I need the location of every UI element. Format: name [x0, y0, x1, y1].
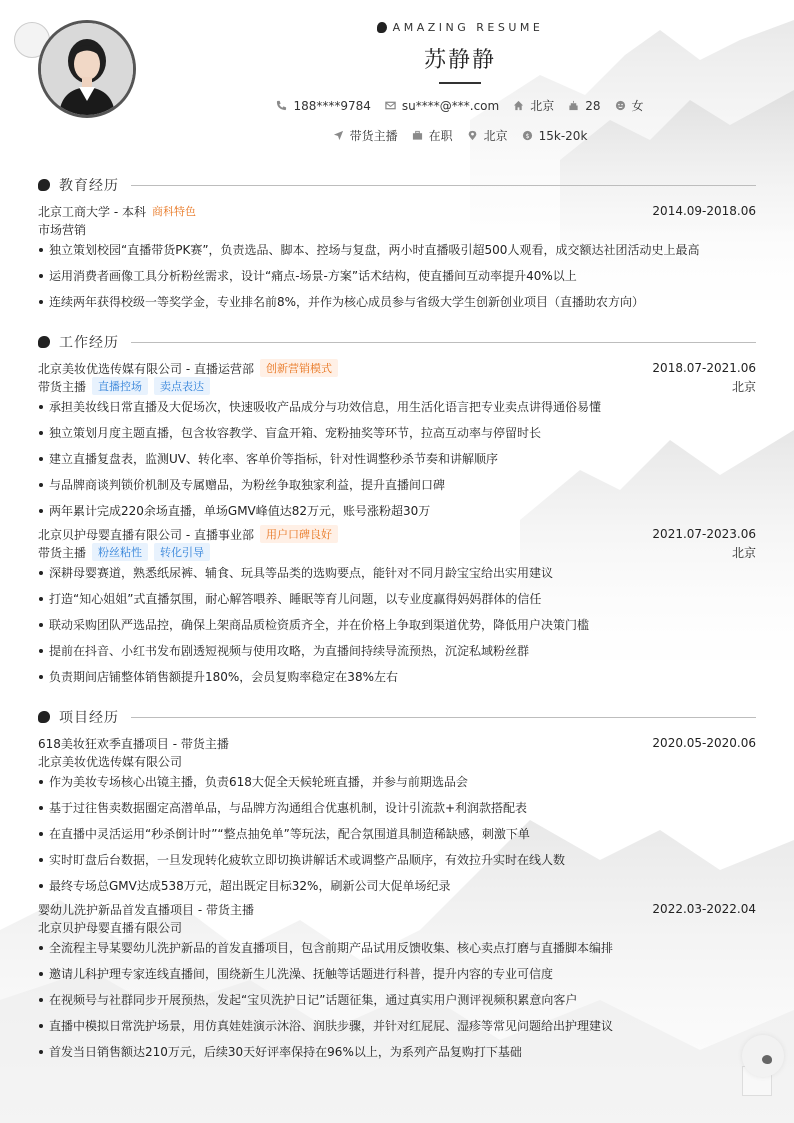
- home-icon: [513, 100, 524, 111]
- list-item: 打造“知心姐姐”式直播氛围，耐心解答喂养、睡眠等育儿问题，以专业度赢得妈妈群体的信任: [38, 589, 756, 615]
- list-item: 作为美妆专场核心出镜主播，负责618大促全天候轮班直播，并参与前期选品会: [38, 772, 756, 798]
- send-icon: [333, 130, 344, 141]
- list-item: 与品牌商谈判锁价机制及专属赠品，为粉丝争取独家利益，提升直播间口碑: [38, 475, 756, 501]
- ink-blot-icon: [38, 711, 50, 723]
- company-tag: 创新营销模式: [260, 359, 338, 377]
- resume-header: [250, 18, 670, 144]
- major: 市场营销: [38, 222, 87, 237]
- list-item: 承担美妆线日常直播及大促场次，快速吸收产品成分与功效信息，用生活化语言把专业卖点讲得通俗易懂: [38, 397, 756, 423]
- ink-blot-icon: [38, 336, 50, 348]
- work-bullets: [38, 563, 756, 693]
- list-item: 在直播中灵活运用“秒杀倒计时”“整点抽免单”等玩法，配合氛围道具制造稀缺感，刺激下单: [38, 824, 756, 850]
- school-name: 北京工商大学 - 本科: [38, 204, 146, 219]
- ink-drop-icon: [762, 1055, 772, 1064]
- contact-gender: 女: [615, 97, 644, 114]
- avatar-portrait: [41, 23, 133, 115]
- intent-salary: $ 15k-20k: [522, 129, 588, 143]
- work-location: 北京: [731, 545, 756, 560]
- project-entry: [38, 734, 756, 902]
- section-divider: [131, 185, 756, 186]
- list-item: 运用消费者画像工具分析粉丝需求，设计“痛点-场景-方案”话术结构，使直播间互动率提升40%以上: [38, 266, 756, 292]
- project-org: 北京贝护母婴直播有限公司: [38, 920, 183, 935]
- list-item: 邀请儿科护理专家连线直播间，围绕新生儿洗澡、抚触等话题进行科普，提升内容的专业可信度: [38, 964, 756, 990]
- project-date: 2020.05-2020.06: [652, 736, 756, 750]
- section-work-header: [38, 332, 756, 352]
- ink-drop-icon: [377, 22, 387, 33]
- section-divider: [131, 717, 756, 718]
- list-item: 在视频号与社群同步开展预热，发起“宝贝洗护日记”话题征集，通过真实用户测评视频积累意向客户: [38, 990, 756, 1016]
- company-tag: 用户口碑良好: [260, 525, 338, 543]
- skill-tag: 粉丝粘性: [92, 543, 148, 561]
- svg-text:$: $: [525, 131, 530, 140]
- skill-tag: 转化引导: [154, 543, 210, 561]
- project-org: 北京美妆优选传媒有限公司: [38, 754, 183, 769]
- job-role: 带货主播: [38, 379, 87, 394]
- education-tag: 商科特色: [151, 205, 196, 218]
- ink-seal-badge: [742, 1035, 784, 1077]
- section-education-header: [38, 175, 756, 195]
- brand-line: [377, 21, 544, 34]
- intent-status: 在职: [412, 127, 453, 144]
- list-item: 负责期间店铺整体销售额提升180%，会员复购率稳定在38%左右: [38, 667, 756, 693]
- work-entry: [38, 525, 756, 693]
- project-name: 618美妆狂欢季直播项目 - 带货主播: [38, 736, 229, 751]
- list-item: 最终专场总GMV达成538万元，超出既定目标32%，刷新公司大促单场纪录: [38, 876, 756, 902]
- education-date: 2014.09-2018.06: [652, 204, 756, 218]
- section-title: 工作经历: [59, 335, 119, 351]
- skill-tag: 卖点表达: [154, 377, 210, 395]
- list-item: 实时盯盘后台数据，一旦发现转化疲软立即切换讲解话术或调整产品顺序，有效拉升实时在线人数: [38, 850, 756, 876]
- project-date: 2022.03-2022.04: [652, 902, 756, 916]
- company-name: 北京美妆优选传媒有限公司 - 直播运营部: [38, 361, 254, 376]
- location-icon: [467, 130, 478, 141]
- education-bullets: [38, 240, 756, 318]
- name-underline: [439, 82, 481, 84]
- section-title: 教育经历: [59, 178, 119, 194]
- phone-icon: [276, 100, 287, 111]
- list-item: 两年累计完成220余场直播，单场GMV峰值达82万元，账号涨粉超30万: [38, 501, 756, 527]
- list-item: 建立直播复盘表，监测UV、转化率、客单价等指标，针对性调整秒杀节奏和讲解顺序: [38, 449, 756, 475]
- company-name: 北京贝护母婴直播有限公司 - 直播事业部: [38, 527, 254, 542]
- contact-row: [250, 97, 670, 114]
- project-bullets: [38, 772, 756, 902]
- education-entry: [38, 202, 756, 318]
- contact-age: 28: [568, 99, 600, 113]
- contact-email: su****@***.com: [385, 99, 499, 113]
- candidate-name: 苏静静: [423, 48, 496, 73]
- work-entry: [38, 359, 756, 527]
- section-project-header: [38, 707, 756, 727]
- section-title: 项目经历: [59, 710, 119, 726]
- job-role: 带货主播: [38, 545, 87, 560]
- intent-position: 带货主播: [333, 127, 398, 144]
- cake-icon: [568, 100, 579, 111]
- list-item: 全流程主导某婴幼儿洗护新品的首发直播项目，包含前期产品试用反馈收集、核心卖点打磨与直播脚本编排: [38, 938, 756, 964]
- intent-city: 北京: [467, 127, 508, 144]
- list-item: 提前在抖音、小红书发布剧透短视频与使用攻略，为直播间持续导流预热，沉淀私域粉丝群: [38, 641, 756, 667]
- list-item: 联动采购团队严选品控，确保上架商品质检资质齐全，并在价格上争取到渠道优势，降低用户决策门槛: [38, 615, 756, 641]
- ink-blot-icon: [38, 179, 50, 191]
- mail-icon: [385, 100, 396, 111]
- contact-phone: 188****9784: [276, 99, 370, 113]
- project-entry: [38, 900, 756, 1068]
- project-name: 婴幼儿洗护新品首发直播项目 - 带货主播: [38, 902, 254, 917]
- list-item: 独立策划校园“直播带货PK赛”，负责选品、脚本、控场与复盘，两小时直播吸引超500人观看，成交额达社团活动史上最高: [38, 240, 756, 266]
- work-date: 2018.07-2021.06: [652, 361, 756, 375]
- section-divider: [131, 342, 756, 343]
- skill-tag: 直播控场: [92, 377, 148, 395]
- briefcase-icon: [412, 130, 423, 141]
- project-bullets: [38, 938, 756, 1068]
- list-item: 基于过往售卖数据圈定高潜单品，与品牌方沟通组合优惠机制，设计引流款+利润款搭配表: [38, 798, 756, 824]
- work-date: 2021.07-2023.06: [652, 527, 756, 541]
- avatar: [38, 20, 136, 118]
- work-location: 北京: [731, 379, 756, 394]
- list-item: 连续两年获得校级一等奖学金，专业排名前8%，并作为核心成员参与省级大学生创新创业项目（直播助农方向）: [38, 292, 756, 318]
- list-item: 首发当日销售额达210万元，后续30天好评率保持在96%以上，为系列产品复购打下基础: [38, 1042, 756, 1068]
- work-bullets: [38, 397, 756, 527]
- brand-text: AMAZING RESUME: [392, 21, 544, 34]
- list-item: 独立策划月度主题直播，包含妆容教学、盲盒开箱、宠粉抽奖等环节，拉高互动率与停留时长: [38, 423, 756, 449]
- list-item: 深耕母婴赛道，熟悉纸尿裤、辅食、玩具等品类的选购要点，能针对不同月龄宝宝给出实用建议: [38, 563, 756, 589]
- contact-city: 北京: [513, 97, 554, 114]
- job-intent-row: [250, 127, 670, 144]
- gender-icon: [615, 100, 626, 111]
- salary-icon: [522, 130, 533, 141]
- list-item: 直播中模拟日常洗护场景，用仿真娃娃演示沐浴、润肤步骤，并针对红屁屁、湿疹等常见问题给出护理建议: [38, 1016, 756, 1042]
